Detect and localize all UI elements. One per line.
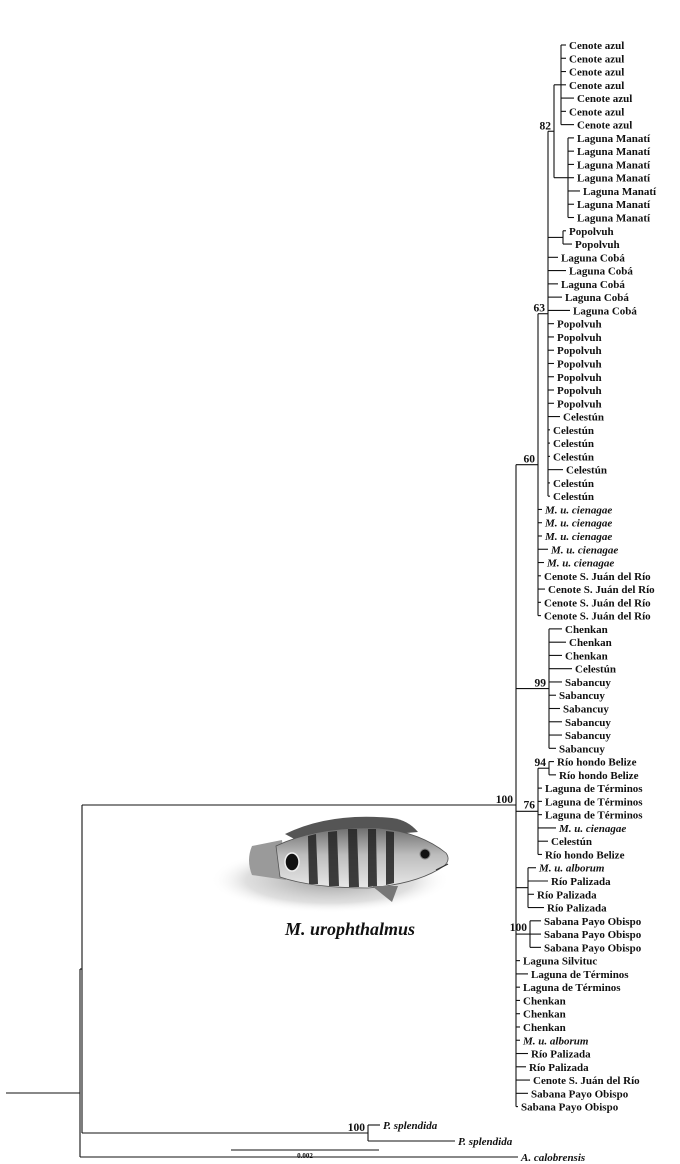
- support-value: 100: [495, 794, 513, 806]
- tip-label: Laguna Cobá: [561, 252, 625, 265]
- tip-label: Celestún: [553, 477, 594, 490]
- tip-label: Popolvuh: [557, 318, 602, 331]
- tip-label: Río Palizada: [529, 1061, 589, 1074]
- tip-label: Celestún: [563, 411, 604, 424]
- support-value: 100: [347, 1122, 365, 1134]
- tip-label: Popolvuh: [557, 371, 602, 384]
- tip-label: M. u. alborum: [539, 862, 605, 875]
- tip-label: M. u. cienagae: [545, 517, 613, 530]
- tip-label: Río hondo Belize: [559, 769, 639, 782]
- tip-label: Laguna Silvituc: [523, 955, 598, 968]
- tip-label: Laguna de Términos: [545, 796, 643, 809]
- tip-label: Sabancuy: [565, 676, 611, 689]
- tip-label: Celestún: [551, 836, 592, 849]
- tip-label: Laguna Cobá: [561, 278, 625, 291]
- fish-ocellus: [285, 853, 299, 871]
- tip-label: Sabancuy: [565, 730, 611, 743]
- tip-label: Cenote S. Juán del Río: [533, 1075, 640, 1088]
- tip-label: Laguna Manatí: [577, 159, 651, 172]
- tip-label: Laguna de Términos: [545, 783, 643, 796]
- tip-label: Laguna Cobá: [565, 292, 629, 305]
- tip-label: Popolvuh: [557, 385, 602, 398]
- tip-label: Celestún: [553, 438, 594, 451]
- tip-label: Chenkan: [565, 623, 608, 636]
- tip-label: Popolvuh: [575, 239, 620, 252]
- tip-label: Cenote S. Juán del Río: [544, 597, 651, 610]
- support-value: 94: [534, 757, 546, 770]
- tip-label: Laguna de Términos: [523, 982, 621, 995]
- tip-label: Celestún: [566, 464, 607, 477]
- tip-label: Sabancuy: [563, 703, 609, 716]
- support-value: 82: [539, 120, 551, 133]
- tip-label: M. u. alborum: [523, 1035, 589, 1048]
- tip-label: Laguna Manatí: [577, 132, 651, 145]
- tip-label: Laguna de Términos: [545, 809, 643, 822]
- tip-label: Popolvuh: [569, 225, 614, 238]
- tip-label: Sabana Payo Obispo: [544, 942, 642, 955]
- tip-label: Popolvuh: [557, 398, 602, 411]
- tip-label: M. u. cienagae: [545, 504, 613, 517]
- tip-label: Sabancuy: [559, 690, 605, 703]
- tip-label: Sabana Payo Obispo: [544, 929, 642, 942]
- tip-labels: [383, 40, 657, 1164]
- tip-label: Río Palizada: [537, 889, 597, 902]
- tip-label: Sabana Payo Obispo: [531, 1088, 629, 1101]
- tip-label: M. u. cienagae: [545, 530, 613, 543]
- tip-label: M. u. cienagae: [547, 557, 615, 570]
- support-value: 76: [523, 799, 535, 812]
- tip-label: Popolvuh: [557, 345, 602, 358]
- support-value: 60: [523, 453, 535, 466]
- tip-label: Sabana Payo Obispo: [521, 1101, 619, 1114]
- support-value: 99: [534, 677, 546, 690]
- tip-label: Río hondo Belize: [545, 849, 625, 862]
- support-value: 63: [533, 302, 545, 315]
- tip-label: Laguna Cobá: [569, 265, 633, 278]
- scale-bar: [231, 1150, 379, 1160]
- tip-label: Celestún: [553, 491, 594, 504]
- fish-illustration: [210, 817, 450, 913]
- tip-label: Cenote azul: [569, 40, 625, 52]
- tip-label: Río hondo Belize: [557, 756, 637, 769]
- tip-label: Río Palizada: [547, 902, 607, 915]
- tip-label: Popolvuh: [557, 331, 602, 344]
- tip-label: Chenkan: [523, 995, 566, 1008]
- tip-label: Laguna Cobá: [573, 305, 637, 318]
- species-caption: M. urophthalmus: [285, 919, 416, 939]
- tip-label: Laguna Manatí: [577, 172, 651, 185]
- scale-bar-label: 0.002: [297, 1152, 313, 1160]
- support-values: [348, 120, 552, 1134]
- tip-label: Río Palizada: [531, 1048, 591, 1061]
- tip-label: M. u. cienagae: [551, 544, 619, 557]
- tip-label: Río Palizada: [551, 876, 611, 889]
- tip-label: Celestún: [575, 663, 616, 676]
- support-value: 100: [509, 922, 527, 935]
- tip-label: P. splendida: [383, 1120, 438, 1132]
- tip-label: P. splendida: [458, 1136, 513, 1148]
- tip-label: Cenote S. Juán del Río: [548, 584, 655, 597]
- tip-label: Chenkan: [565, 650, 608, 663]
- tip-label: Cenote azul: [569, 106, 625, 119]
- tip-label: Cenote azul: [569, 66, 625, 79]
- tip-label: Chenkan: [523, 1021, 566, 1034]
- tip-label: Chenkan: [523, 1008, 566, 1021]
- tip-label: Sabancuy: [565, 716, 611, 729]
- tip-label: Cenote azul: [577, 93, 633, 106]
- tip-label: M. u. cienagae: [559, 822, 627, 835]
- tip-label: Laguna de Términos: [531, 968, 629, 981]
- tip-label: Cenote azul: [577, 119, 633, 132]
- tip-label: Celestún: [553, 424, 594, 437]
- tip-label: Sabancuy: [559, 743, 605, 756]
- tip-label: Laguna Manatí: [577, 212, 651, 225]
- tip-label: Laguna Manatí: [577, 146, 651, 159]
- tip-label: Cenote S. Juán del Río: [544, 610, 651, 623]
- tip-label: Laguna Manatí: [583, 185, 657, 198]
- tip-label: Laguna Manatí: [577, 199, 651, 212]
- tip-label: Sabana Payo Obispo: [544, 915, 642, 928]
- tree-branches: [6, 45, 580, 1157]
- tip-label: Cenote S. Juán del Río: [544, 570, 651, 583]
- tip-label: Celestún: [553, 451, 594, 464]
- tip-label: Popolvuh: [557, 358, 602, 371]
- tip-label: Cenote azul: [569, 79, 625, 92]
- fish-eye: [420, 849, 430, 859]
- tip-label: A. calobrensis: [521, 1152, 586, 1164]
- tip-label: Chenkan: [569, 637, 612, 650]
- tip-label: Cenote azul: [569, 53, 625, 66]
